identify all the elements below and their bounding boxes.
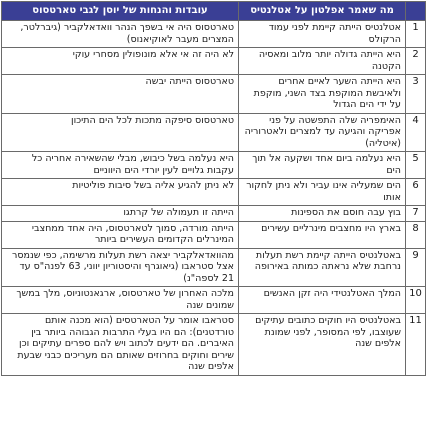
row-number: 6: [406, 179, 426, 206]
plato-cell: אטלנטיס הייתה קיימת לפני עמוד הרקולס: [239, 21, 406, 48]
plato-cell: היא נעלמה ביום אחד ושקעה אל תוך הים: [239, 152, 406, 179]
row-number: 3: [406, 75, 426, 114]
table-row: [2, 21, 426, 48]
table-row: [2, 248, 426, 287]
table-row: [2, 48, 426, 75]
plato-cell: באטלנטיס הייתה קיימת רשת תעלות נרחבת שלא נראתה כמותה באירופה: [239, 248, 406, 287]
header-number: [406, 2, 426, 21]
plato-cell: היא הייתה גדולה יותר מלוב ומאסיה הקטנה: [239, 48, 406, 75]
row-number: 4: [406, 113, 426, 152]
tartessos-cell: לא היה זה אי אלא מונופולין מסחרי עוקי: [2, 48, 239, 75]
tartessos-cell: היא נעלמה בשל כיבוש, מבלי שהשאירה אחריה כל עקבות גלויים לעין יורדי הים היווניים: [2, 152, 239, 179]
plato-cell: היא הייתה השער לאיים אחרים ולאיבשת המוקפת בצד השני, מוקפת על ידי הים הגדול: [239, 75, 406, 114]
table-row: [2, 179, 426, 206]
plato-cell: באטלנטיס היו חוקים כתובים עתיקים שעוצבו, לפי המסופר, לפני שמונת אלפים שנה: [239, 314, 406, 376]
table-row: [2, 113, 426, 152]
plato-cell: הים שמעליה אינו עביר ולא ניתן לחקור אותו: [239, 179, 406, 206]
tartessos-cell: מלכה האחרון של טארטסוס, ארגאנטוניוס, מלך במשך שמונים שנה: [2, 287, 239, 314]
tartessos-cell: לא ניתן להגיע אליה בשל סיבות פוליטיות: [2, 179, 239, 206]
table-row: [2, 287, 426, 314]
tartessos-cell: הייתה מורדה, סמוך לטארטסוס, היה אחד ממחצבי המינרלים הקדומים העשירים ביותר: [2, 221, 239, 248]
plato-cell: בוץ עבה חוסם את הספינות: [239, 206, 406, 222]
tartessos-cell: מהוואדאלקביר יצאה רשת תעלות מרשימה, כפי שנמסר אצל סטראבו (גיאוגרף והיסטוריון יווני, 63 לפנה"ס עד 21 לספה"נ): [2, 248, 239, 287]
plato-cell: האימפריה שלה התפשטה על פני אפריקה והגיעה עד למצרים ולאטרוריה (איטליה): [239, 113, 406, 152]
row-number: 1: [406, 21, 426, 48]
row-number: 5: [406, 152, 426, 179]
row-number: 11: [406, 314, 426, 376]
table-row: [2, 152, 426, 179]
table-row: [2, 206, 426, 222]
table-row: [2, 314, 426, 376]
plato-cell: המלך האטלנטידי היה זקן האנשים: [239, 287, 406, 314]
tartessos-cell: סטראבו אומר על הטארטסים (הוא מכנה אותם טורדטנים): הם היו בעלי התרבות הגבוהה ביותר בין האיברים. הם ידעים לכתוב ויש להם ספרים עתיקים וכן שירים וחוקים בחרוזים שאותם הם מעריכים כבני שבעת אלפים שנה: [2, 314, 239, 376]
table-row: [2, 75, 426, 114]
plato-cell: בארץ היו מחצבים מינרליים עשירים: [239, 221, 406, 248]
row-number: 10: [406, 287, 426, 314]
row-number: 8: [406, 221, 426, 248]
row-number: 9: [406, 248, 426, 287]
header-tartessos: עובדות והנחות של יוסן לגבי טארטסוס: [2, 2, 239, 21]
tartessos-cell: טארטסוס היה אי בשפך הנהר וואדאלקביר (גיברלטר, המצרים מעבר לאוקיאנוס): [2, 21, 239, 48]
tartessos-cell: טארטסוס סיפקה מתכות לכל הים התיכון: [2, 113, 239, 152]
header-row: [2, 2, 426, 21]
row-number: 2: [406, 48, 426, 75]
row-number: 7: [406, 206, 426, 222]
table-row: [2, 221, 426, 248]
tartessos-cell: טארטסוס הייתה יבשה: [2, 75, 239, 114]
tartessos-cell: הייתה זו תעמולה של קרתגו: [2, 206, 239, 222]
header-plato: מה שאמר אפלטון על אטלנטיס: [239, 2, 406, 21]
comparison-table: [1, 1, 426, 376]
